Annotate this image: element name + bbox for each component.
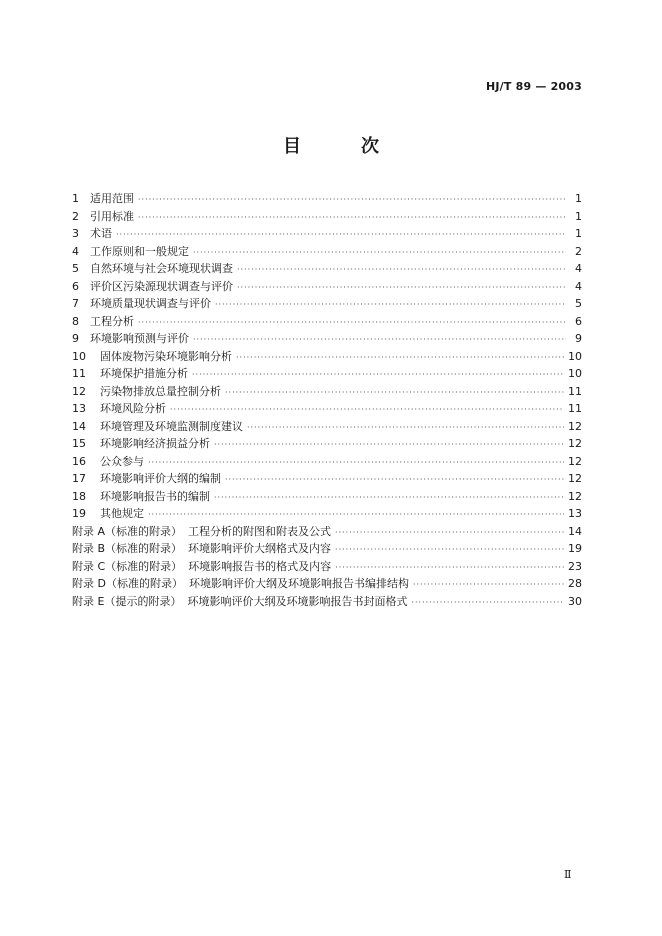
toc-entry-label: 固体废物污染环境影响分析 (100, 349, 232, 363)
toc-leader-dots (214, 436, 564, 454)
toc-entry-page: 4 (575, 262, 582, 275)
toc-leader-dots (193, 331, 566, 349)
toc-entry-page: 10 (568, 349, 582, 363)
toc-entry[interactable] (72, 225, 582, 243)
toc-entry-label: 环境影响评价大纲格式及内容 (188, 542, 332, 555)
toc-entry-label: 其他规定 (100, 507, 144, 520)
toc-entry[interactable] (72, 540, 582, 558)
toc-entry-number: 附录 C（标准的附录） (72, 559, 183, 573)
toc-title (0, 132, 662, 158)
toc-title-part2: 次 (361, 136, 379, 157)
toc-entry[interactable] (72, 575, 582, 593)
toc-title-part1: 目 (283, 136, 301, 157)
toc-entry-label: 环境保护措施分析 (100, 367, 188, 380)
toc-entry-number: 附录 E（提示的附录） (72, 594, 182, 608)
toc-entry[interactable] (72, 243, 582, 261)
toc-entry[interactable] (72, 383, 582, 401)
toc-entry-label: 工作原则和一般规定 (90, 244, 189, 258)
toc-leader-dots (215, 296, 566, 314)
toc-entry-label: 工程分析的附图和附表及公式 (188, 524, 332, 538)
toc-entry[interactable] (72, 295, 582, 313)
toc-entry-number: 7 (72, 297, 79, 310)
toc-entry-page: 12 (568, 437, 582, 450)
toc-list (72, 190, 582, 610)
toc-entry-number: 14 (72, 419, 86, 433)
toc-entry-page: 6 (575, 314, 582, 328)
toc-entry-page: 12 (568, 472, 582, 485)
toc-entry-number: 2 (72, 209, 79, 223)
toc-leader-dots (193, 244, 566, 262)
toc-entry[interactable] (72, 400, 582, 418)
toc-leader-dots (237, 279, 566, 297)
toc-leader-dots (148, 454, 564, 472)
toc-entry-page: 12 (568, 419, 582, 433)
toc-entry-number: 10 (72, 349, 86, 363)
toc-entry-label: 术语 (90, 227, 112, 240)
toc-entry-label: 工程分析 (90, 314, 134, 328)
toc-entry[interactable] (72, 190, 582, 208)
toc-leader-dots (247, 419, 564, 437)
toc-entry-page: 4 (575, 279, 582, 293)
toc-entry-page: 1 (575, 209, 582, 223)
toc-leader-dots (411, 594, 564, 612)
page-number: Ⅱ (564, 868, 572, 881)
toc-entry-number: 6 (72, 279, 79, 293)
toc-entry-number: 8 (72, 314, 79, 328)
toc-entry-number: 11 (72, 367, 86, 380)
toc-entry-label: 引用标准 (90, 209, 134, 223)
toc-entry[interactable] (72, 313, 582, 331)
toc-entry-page: 14 (568, 524, 582, 538)
toc-leader-dots (335, 524, 564, 542)
toc-entry-page: 23 (568, 559, 582, 573)
toc-entry[interactable] (72, 418, 582, 436)
toc-entry-label: 环境影响报告书的格式及内容 (188, 559, 332, 573)
toc-entry[interactable] (72, 278, 582, 296)
toc-entry-label: 环境影响预测与评价 (90, 332, 189, 345)
toc-entry-label: 适用范围 (90, 192, 134, 205)
toc-entry-page: 5 (575, 297, 582, 310)
toc-entry-page: 9 (575, 332, 582, 345)
toc-leader-dots (170, 401, 564, 419)
toc-leader-dots (138, 191, 566, 209)
toc-entry[interactable] (72, 435, 582, 453)
toc-entry-page: 13 (568, 507, 582, 520)
toc-entry-page: 28 (568, 577, 582, 590)
toc-entry-page: 11 (568, 384, 582, 398)
toc-leader-dots (236, 349, 564, 367)
toc-entry-number: 附录 B（标准的附录） (72, 542, 183, 555)
toc-entry-page: 1 (575, 192, 582, 205)
toc-entry-page: 1 (575, 227, 582, 240)
toc-entry[interactable] (72, 453, 582, 471)
toc-entry-label: 环境影响评价大纲及环境影响报告书封面格式 (187, 594, 408, 608)
toc-entry-number: 18 (72, 489, 86, 503)
toc-entry[interactable] (72, 470, 582, 488)
toc-entry[interactable] (72, 505, 582, 523)
toc-leader-dots (138, 209, 566, 227)
toc-leader-dots (225, 384, 564, 402)
toc-entry-page: 12 (568, 454, 582, 468)
toc-entry-number: 附录 A（标准的附录） (72, 524, 183, 538)
toc-leader-dots (148, 506, 564, 524)
toc-entry-number: 3 (72, 227, 79, 240)
toc-entry-number: 9 (72, 332, 79, 345)
toc-entry[interactable] (72, 593, 582, 611)
toc-leader-dots (413, 576, 564, 594)
toc-entry-number: 13 (72, 402, 86, 415)
toc-entry[interactable] (72, 523, 582, 541)
toc-entry[interactable] (72, 365, 582, 383)
toc-leader-dots (192, 366, 564, 384)
toc-leader-dots (225, 471, 564, 489)
toc-entry[interactable] (72, 330, 582, 348)
toc-entry-number: 4 (72, 244, 79, 258)
toc-entry-label: 环境影响经济损益分析 (100, 437, 210, 450)
toc-entry-number: 17 (72, 472, 86, 485)
toc-entry-number: 19 (72, 507, 86, 520)
toc-entry-label: 公众参与 (100, 454, 144, 468)
toc-entry-page: 2 (575, 244, 582, 258)
toc-entry-page: 10 (568, 367, 582, 380)
toc-leader-dots (335, 559, 564, 577)
toc-entry-label: 评价区污染源现状调查与评价 (90, 279, 233, 293)
toc-entry-number: 16 (72, 454, 86, 468)
toc-leader-dots (138, 314, 566, 332)
toc-entry-number: 附录 D（标准的附录） (72, 577, 183, 590)
toc-entry-label: 环境影响报告书的编制 (100, 489, 210, 503)
toc-entry-number: 1 (72, 192, 79, 205)
toc-entry[interactable] (72, 558, 582, 576)
toc-entry-number: 5 (72, 262, 79, 275)
toc-entry-label: 环境管理及环境监测制度建议 (100, 419, 243, 433)
toc-entry-label: 环境风险分析 (100, 402, 166, 415)
toc-entry-page: 12 (568, 489, 582, 503)
toc-entry-page: 11 (568, 402, 582, 415)
toc-entry-page: 30 (568, 594, 582, 608)
toc-entry[interactable] (72, 348, 582, 366)
toc-entry-label: 环境影响评价大纲及环境影响报告书编排结构 (188, 577, 409, 590)
toc-leader-dots (335, 541, 564, 559)
toc-entry-label: 环境质量现状调查与评价 (90, 297, 211, 310)
toc-entry-label: 污染物排放总量控制分析 (100, 384, 221, 398)
toc-entry[interactable] (72, 488, 582, 506)
toc-entry-number: 15 (72, 437, 86, 450)
toc-entry[interactable] (72, 260, 582, 278)
toc-entry-label: 环境影响评价大纲的编制 (100, 472, 221, 485)
toc-entry-label: 自然环境与社会环境现状调查 (90, 262, 233, 275)
toc-leader-dots (116, 226, 566, 244)
document-code: HJ/T 89 — 2003 (485, 80, 582, 93)
toc-leader-dots (237, 261, 566, 279)
toc-entry-number: 12 (72, 384, 86, 398)
toc-leader-dots (214, 489, 564, 507)
toc-entry-page: 19 (568, 542, 582, 555)
toc-entry[interactable] (72, 208, 582, 226)
